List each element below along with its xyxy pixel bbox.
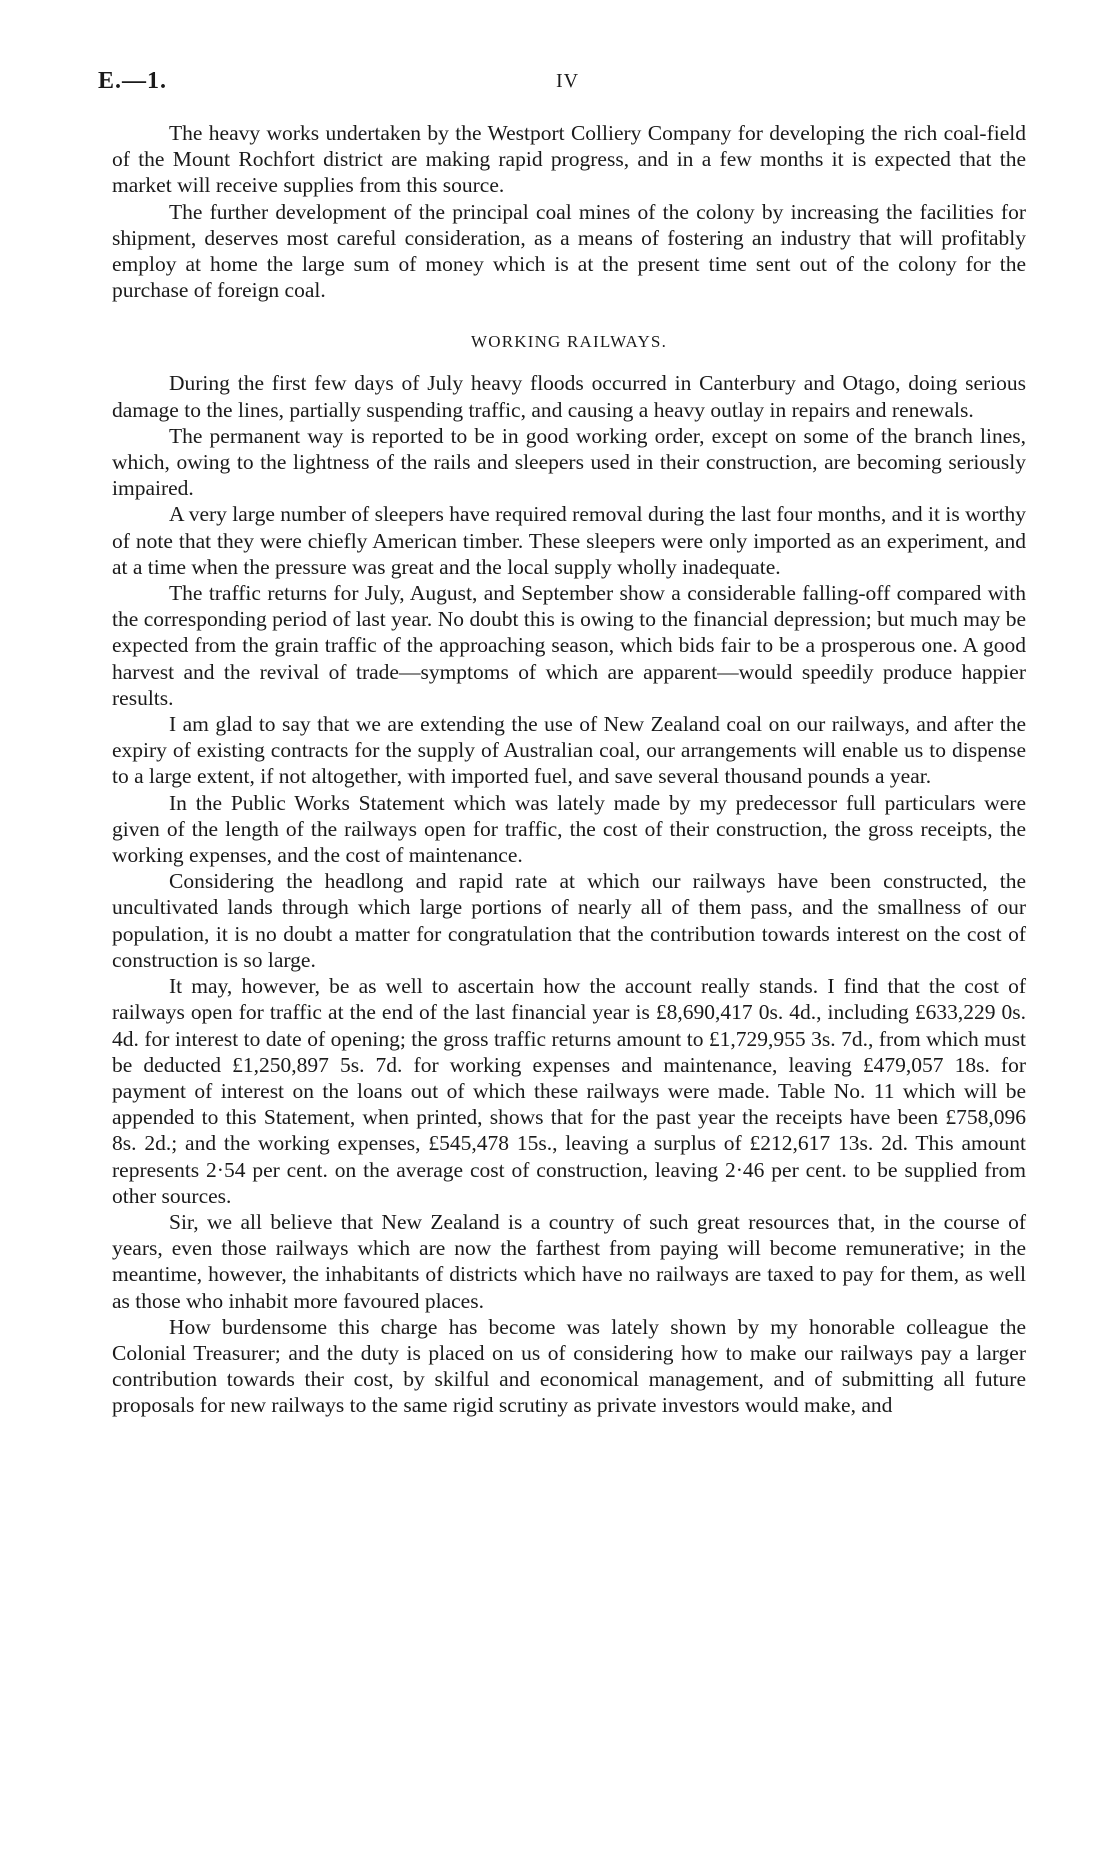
section-heading: WORKING RAILWAYS. (470, 332, 668, 352)
paragraph: The traffic returns for July, August, and September show a considerable falling-off compared with the corresponding period of last year. No doubt this is owing to the financial depression; but much may be expected from the grain traffic of the approaching season, which bids fair to be a prosperous one. A good harvest and the revival of trade—symptoms of which are apparent—would speedily produce happier results. (112, 581, 1026, 710)
paragraph: Sir, we all believe that New Zealand is a country of such great resources that, in the course of years, even those railways which are now the farthest from paying will become remunerative; in the meantime, however, the inhabitants of districts which have no railways are taxed to pay for them, as well as those who inhabit more favoured places. (112, 1209, 1026, 1313)
paragraph: How burdensome this charge has become was lately shown by my honorable colleague the Colonial Treasurer; and the duty is placed on us of considering how to make our railways pay a larger contribution towards their cost, by skilful and economical management, and of submitting all future proposals for new railways to the same rigid scrutiny as private investors would make, and (112, 1314, 1026, 1418)
paragraph: During the first few days of July heavy floods occurred in Canterbury and Otago, doing serious damage to the lines, partially suspending traffic, and causing a heavy outlay in repairs and renewals. (112, 371, 1026, 422)
page-header (98, 68, 1016, 108)
paragraph: Considering the headlong and rapid rate at which our railways have been constructed, the uncultivated lands through which large portions of nearly all of them pass, and the smallness of our population, it is no doubt a matter for congratulation that the contribution towards interest on the cost of construction is so large. (112, 869, 1026, 972)
paragraph: The heavy works undertaken by the Westport Colliery Company for developing the rich coal-field of the Mount Rochfort district are making rapid progress, and in a few months it is expected that the market will receive supplies from this source. (112, 121, 1026, 198)
paragraph: I am glad to say that we are extending the use of New Zealand coal on our railways, and after the expiry of existing contracts for the supply of Australian coal, our arrangements will enable us to dispense to a large extent, if not altogether, with imported fuel, and save several thousand pounds a year. (112, 712, 1026, 789)
paragraph: The permanent way is reported to be in good working order, except on some of the branch lines, which, owing to the lightness of the rails and sleepers used in their construction, are becoming seriously impaired. (112, 423, 1026, 501)
paragraph: A very large number of sleepers have required removal during the last four months, and it is worthy of note that they were chiefly American timber. These sleepers were only imported as an experiment, and at a time when the pressure was great and the local supply wholly inadequate. (112, 502, 1026, 579)
page-number: IV (556, 70, 580, 92)
paragraph: In the Public Works Statement which was lately made by my predecessor full particulars were given of the length of the railways open for traffic, the cost of their construction, the gross receipts, the working expenses, and the cost of maintenance. (112, 790, 1026, 868)
page-body (112, 120, 1026, 1419)
paragraph: It may, however, be as well to ascertain how the account really stands. I find that the cost of railways open for traffic at the end of the last financial year is £8,690,417 0s. 4d., including £633,229 0s. 4d. for interest to date of opening; the gross traffic returns amount to £1,729,955 3s. 7d., from which must be deducted £1,250,897 5s. 7d. for working expenses and maintenance, leaving £479,057 18s. for payment of interest on the loans out of which these railways were made. Table No. 11 which will be appended to this Statement, when printed, shows that for the past year the receipts have been £758,096 8s. 2d.; and the working expenses, £545,478 15s., leaving a surplus of £212,617 13s. 2d. This amount represents 2·54 per cent. on the average cost of construction, leaving 2·46 per cent. to be supplied from other sources. (112, 974, 1026, 1208)
document-id: E.—1. (98, 68, 168, 94)
paragraph: The further development of the principal coal mines of the colony by increasing the facilities for shipment, deserves most careful consideration, as a means of fostering an industry that will profitably employ at home the large sum of money which is at the present time sent out of the colony for the purchase of foreign coal. (112, 199, 1026, 303)
